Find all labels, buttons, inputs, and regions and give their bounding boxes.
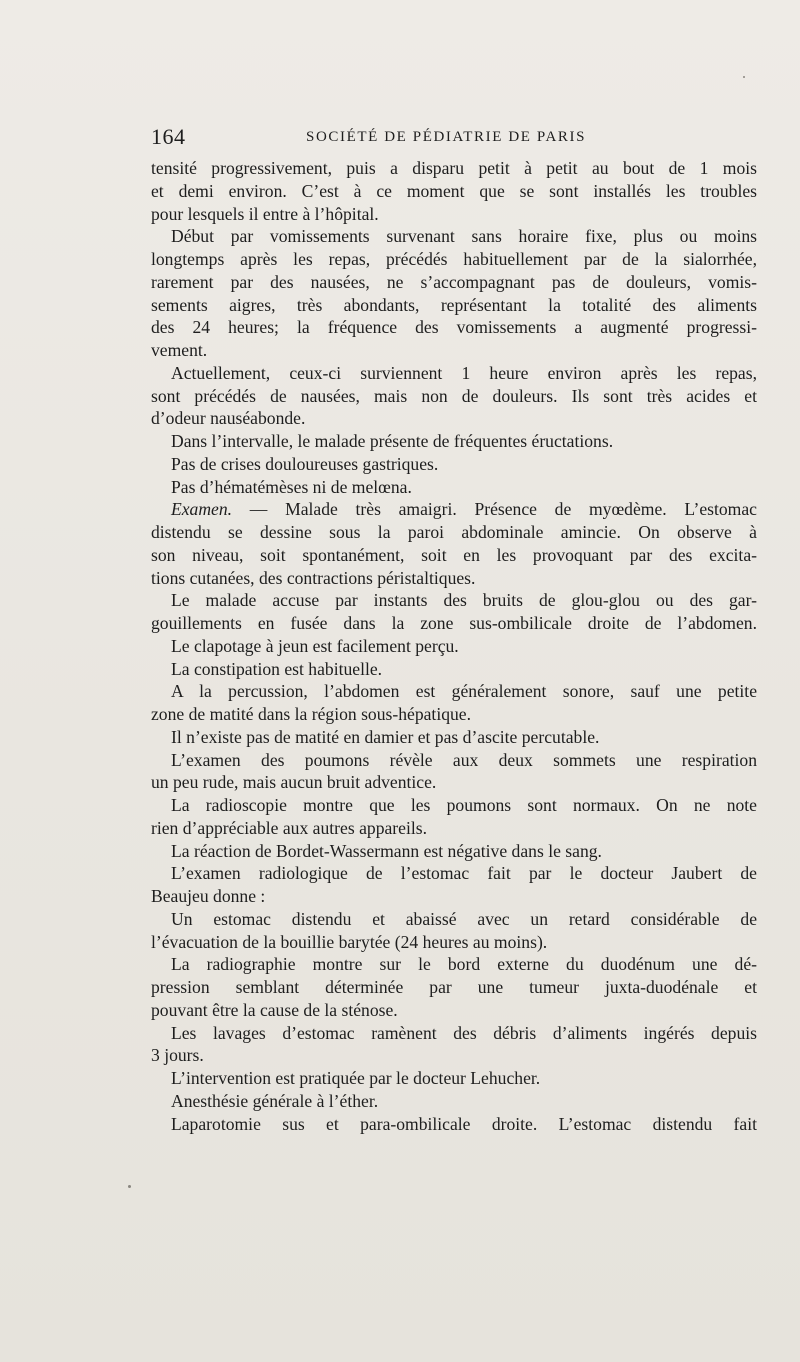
text-line: Le clapotage à jeun est facilement perçu.: [171, 635, 459, 656]
text-line: tensité progressivement, puis a disparu petit à petit au bout de 1 mois: [151, 158, 757, 178]
text-line: pression semblant déterminée par une tumeur juxta-duodénale et: [151, 977, 757, 997]
text-line: La radioscopie montre que les poumons sont normaux. On ne note: [171, 795, 757, 815]
text-line: rien d’appréciable aux autres appareils.: [151, 817, 427, 838]
text-line: gouillements en fusée dans la zone sus-ombilicale droite de l’abdomen.: [151, 613, 757, 633]
text-line: 3 jours.: [151, 1045, 204, 1066]
text-line: distendu se dessine sous la paroi abdominale amincie. On observe à: [151, 522, 757, 542]
text-line: rarement par des nausées, ne s’accompagnant pas de douleurs, vomis-: [151, 271, 757, 292]
text-line: Début par vomissements survenant sans horaire fixe, plus ou moins: [171, 226, 757, 247]
text-line: La radiographie montre sur le bord externe du duodénum une dé-: [171, 954, 757, 975]
text-line: zone de matité dans la région sous-hépatique.: [151, 704, 472, 724]
text-line: Les lavages d’estomac ramènent des débris d’aliments ingérés depuis: [171, 1022, 757, 1043]
text-line: un peu rude, mais aucun bruit adventice.: [151, 772, 437, 793]
text-line-examen: [151, 498, 757, 521]
text-line: sont précédés de nausées, mais non de douleurs. Ils sont très acides et: [151, 385, 757, 406]
text-line: sements aigres, très abondants, représentant la totalité des aliments: [151, 294, 757, 315]
text-line: Dans l’intervalle, le malade présente de fréquentes éructations.: [171, 431, 614, 451]
text-line: longtemps après les repas, précédés habituellement par de la sialorrhée,: [151, 249, 757, 269]
text-line: tions cutanées, des contractions péristaltiques.: [151, 567, 476, 588]
body-text: [151, 157, 757, 1135]
text-line: Le malade accuse par instants des bruits de glou-glou ou des gar-: [171, 590, 757, 611]
examen-text: — Malade très amaigri. Présence de myœdème. L’estomac: [232, 499, 757, 520]
text-line: Laparotomie sus et para-ombilicale droite. L’estomac distendu fait: [171, 1113, 757, 1134]
page-header: [151, 124, 757, 154]
text-line: La réaction de Bordet-Wassermann est négative dans le sang.: [171, 840, 602, 861]
text-line: L’examen des poumons révèle aux deux sommets une respiration: [171, 749, 757, 770]
examen-label: Examen.: [171, 499, 233, 520]
text-line: L’examen radiologique de l’estomac fait par le docteur Jaubert de: [171, 863, 757, 884]
text-line: A la percussion, l’abdomen est généralement sonore, sauf une petite: [171, 681, 757, 702]
text-line: des 24 heures; la fréquence des vomissements a augmenté progressi-: [151, 317, 757, 338]
text-line: Pas d’hématémèses ni de melœna.: [171, 476, 412, 497]
text-line: pour lesquels il entre à l’hôpital.: [151, 203, 379, 224]
text-line: L’intervention est pratiquée par le docteur Lehucher.: [171, 1068, 541, 1088]
paper-speck: [128, 1185, 131, 1188]
text-line: pouvant être la cause de la sténose.: [151, 999, 398, 1020]
paper-speck: [743, 76, 745, 78]
text-line: d’odeur nauséabonde.: [151, 408, 306, 429]
text-line: vement.: [151, 340, 208, 360]
page-number: 164: [151, 124, 186, 149]
text-line: Actuellement, ceux-ci surviennent 1 heure environ après les repas,: [171, 362, 757, 383]
text-line: Anesthésie générale à l’éther.: [171, 1090, 379, 1111]
text-line: son niveau, soit spontanément, soit en les provoquant par des excita-: [151, 544, 757, 565]
text-line: La constipation est habituelle.: [171, 658, 383, 679]
text-line: Pas de crises douloureuses gastriques.: [171, 453, 439, 474]
text-line: Il n’existe pas de matité en damier et pas d’ascite percutable.: [171, 726, 600, 747]
text-line: Beaujeu donne :: [151, 886, 266, 906]
text-line: l’évacuation de la bouillie barytée (24 heures au moins).: [151, 931, 548, 952]
running-title: SOCIÉTÉ DE PÉDIATRIE DE PARIS: [306, 129, 587, 145]
text-line: Un estomac distendu et abaissé avec un retard considérable de: [171, 908, 757, 929]
text-line: et demi environ. C’est à ce moment que se sont installés les troubles: [151, 180, 757, 201]
